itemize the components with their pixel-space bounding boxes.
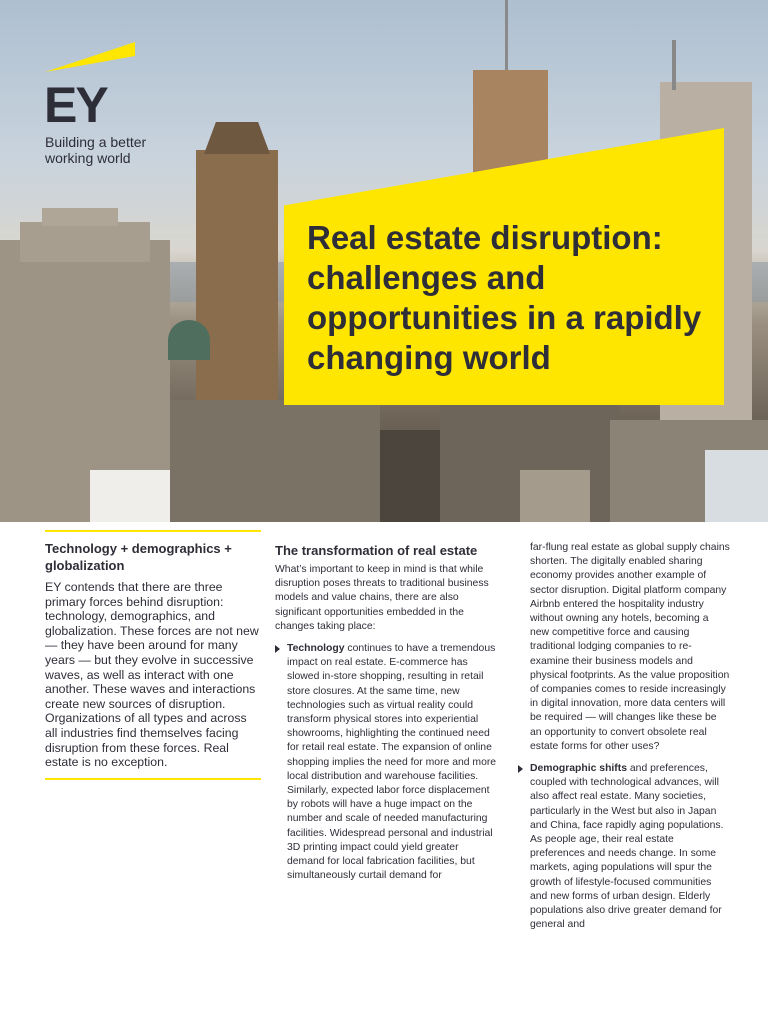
bullet-triangle-icon	[518, 765, 523, 773]
ey-logo: EY	[44, 77, 107, 133]
yellow-divider	[45, 530, 261, 532]
bullet-term: Technology	[287, 643, 345, 655]
bullet-technology	[275, 642, 497, 883]
bullet-triangle-icon	[275, 645, 280, 653]
bullet-demographic-shifts	[518, 762, 730, 932]
bullet-term: Demographic shifts	[530, 763, 627, 775]
column-technology-demographics	[45, 530, 261, 780]
section-intro: What’s important to keep in mind is that while disruption poses threats to traditional business models and value chains, there are also significant opportunities embedded in the changes taking place:	[275, 564, 489, 632]
page-title: Real estate disruption: challenges and opportunities in a rapidly changing world	[307, 219, 702, 376]
continued-text: far-flung real estate as global supply chains shorten. The digitally enabled sharing economy provides another example of sector disruption. Digital platform company Airbnb entered the hospitality industry without owning any hotels, becoming a new competitive force and causing traditional lodging companies to re-examine their business models and physical footprints. As the value proposition of companies comes to reside increasingly in digital innovation, more data centers will be required — will changes like these be an opportunity to convert obsolete real estate forms for other uses?	[530, 542, 730, 752]
column-transformation	[275, 530, 497, 883]
ey-logo-beam-icon	[45, 42, 135, 72]
section-heading: The transformation of real estate	[275, 543, 478, 558]
section-heading: Technology + demographics + globalization	[45, 541, 232, 573]
column-continuation	[518, 541, 730, 932]
bullet-text: continues to have a tremendous impact on real estate. E-commerce has slowed in-store shopping, resulting in retail store closures. At the same time, new technologies such as virtual reality could transform physical stores into experiential showrooms, highlighting the continued need for retail real estate. The expansion of online shopping implies the need for more and more local distribution and warehouse facilities. Similarly, expected labor force displacement by robots will have a huge impact on the number and scale of needed manufacturing facilities. Widespread personal and industrial 3D printing impact could yield greater demand for local fabrication facilities, but simultaneously curtail demand for	[287, 643, 497, 882]
section-body: EY contends that there are three primary forces behind disruption: technology, demographics, and globalization. These forces are not new — they have been around for many years — but they evolve in successive waves, as well as interact with one another. These waves and interactions create new sources of disruption. Organizations of all types and across all industries find themselves facing disruption from these forces. Real estate is no exception.	[45, 580, 259, 770]
yellow-divider	[45, 778, 261, 780]
brand-tagline: Building a better working world	[45, 134, 147, 166]
bullet-text: and preferences, coupled with technological advances, will also affect real estate. Many societies, particularly in the West but also in Japan and China, face rapidly aging populations. As people age, their real estate preferences and needs change. In some markets, aging populations will spur the growth of lifestyle-focused communities and new forms of urban design. Elderly populations also drive greater demand for general and	[530, 763, 724, 931]
